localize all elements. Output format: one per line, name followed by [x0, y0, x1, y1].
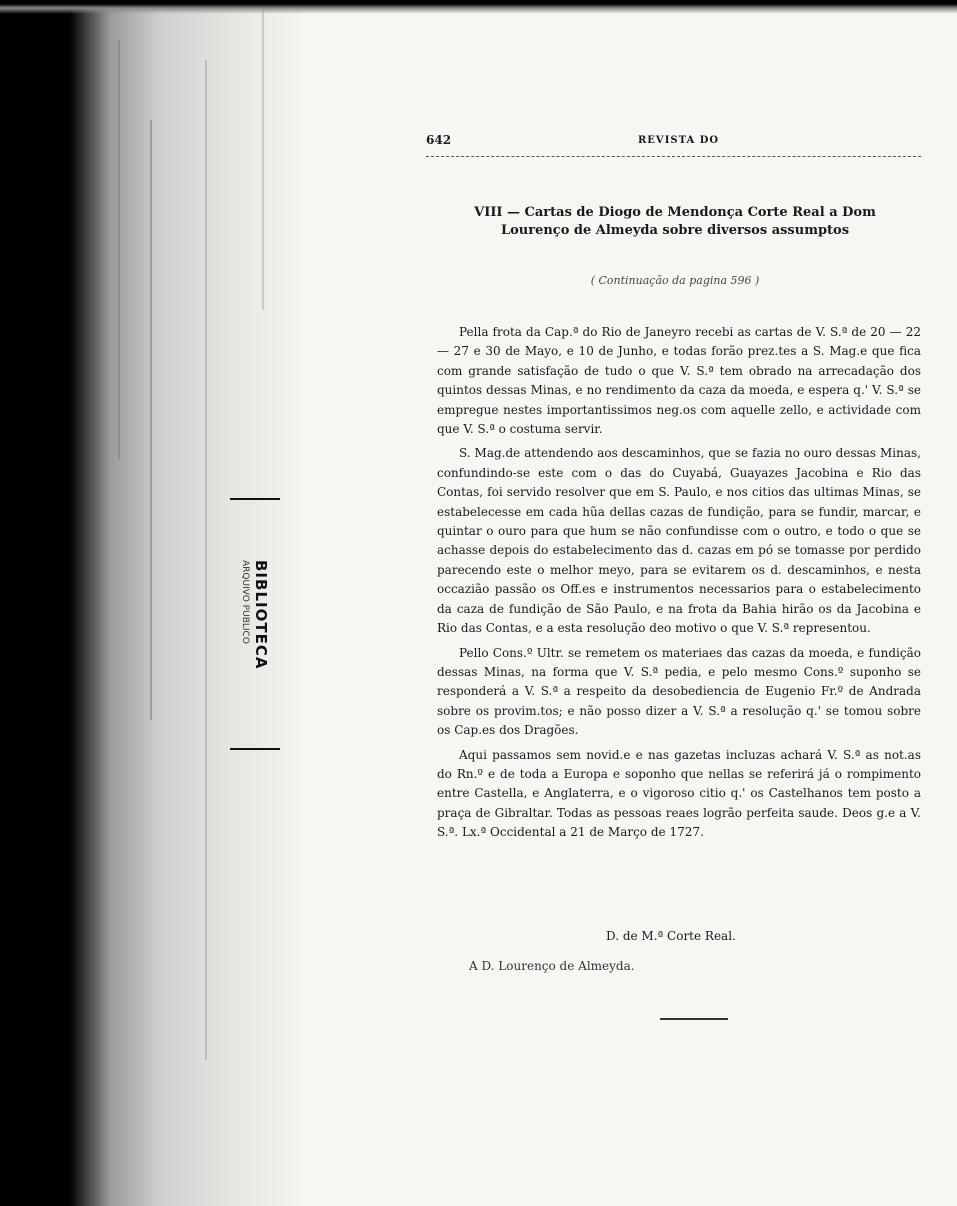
addressee: A D. Lourenço de Almeyda. [469, 959, 635, 973]
header-rule [426, 156, 921, 157]
paragraph: Pello Cons.º Ultr. se remetem os materiaes das cazas da moeda, e fundição dessas Minas, na forma que V. S.ª pedia, e pelo mesmo Cons.º suponho se responderá a V. S.ª a respeito da desobediencia de Eugenio Fr.º de Andrada sobre os provim.tos; e não posso dizer a V. S.ª a resolução q.' se tomou sobre os Cap.es dos Dragões. [437, 645, 921, 738]
paragraph: Pella frota da Cap.ª do Rio de Janeyro recebi as cartas de V. S.ª de 20 — 22 — 27 e 30 de Mayo, e 10 de Junho, e todas forão prez.tes a S. Mag.e que fica com grande satisfação de tudo o que V. S.ª tem obrado na arrecadação dos quintos dessas Minas, e no rendimento da caza da moeda, e espera q.' V. S.ª se empregue nestes importantissimos neg.os com aquelle zello, e actividade com que V. S.ª o costuma servir. [437, 325, 921, 437]
end-rule [660, 1018, 728, 1020]
library-stamp [240, 560, 280, 690]
chapter-title-line-2: Lourenço de Almeyda sobre diversos assumptos [500, 223, 850, 238]
chapter-subtitle: ( Continuação da pagina 596 ) [590, 274, 760, 287]
running-title: REVISTA DO [638, 135, 720, 146]
letter-body [437, 323, 921, 848]
chapter-title-line-1: VIII — Cartas de Diogo de Mendonça Corte Real a Dom [474, 205, 876, 220]
paragraph: S. Mag.de attendendo aos descaminhos, que se fazia no ouro dessas Minas, confundindo-se este com o das do Cuyabá, Guayazes Jacobina e Rio das Contas, foi servido resolver que em S. Paulo, e nos citios das ultimas Minas, se estabelecesse em cada hũa dellas cazas de fundição, para se fundir, marcar, e quintar o ouro para que hum se não confundisse com o outro, e todo o que se achasse depois do estabelecimento das d. cazas em pó se tomasse por perdido parecendo este o melhor meyo, para se evitarem os d. descaminhos, e nesta occazião passão os Off.es e instrumentos necessarios para o estabelecimento da caza de fundição de São Paulo, e na frota da Bahia hirão os da Jacobina e Rio das Contas, e a esta resolução deo motivo o que V. S.ª representou. [437, 446, 921, 636]
stamp-text-large: BIBLIOTECA [252, 560, 270, 670]
stamp-text-small: ARQUIVO PUBLICO [240, 560, 250, 644]
stamp-mark-bottom [230, 748, 280, 750]
page-number: 642 [426, 133, 452, 147]
paragraph: Aqui passamos sem novid.e e nas gazetas incluzas achará V. S.ª as not.as do Rn.º e de toda a Europa e soponho que nellas se referirá já o rompimento entre Castella, e Anglaterra, e o vigoroso citio q.' os Castelhanos tem posto a praça de Gibraltar. Todas as pessoas reaes logrão perfeita saude. Deos g.e a V. S.ª. Lx.ª Occidental a 21 de Março de 1727. [437, 747, 921, 840]
signature: D. de M.ª Corte Real. [606, 929, 736, 943]
scan-top-shadow [0, 0, 957, 14]
chapter-title [430, 204, 920, 240]
stamp-mark-top [230, 498, 280, 500]
